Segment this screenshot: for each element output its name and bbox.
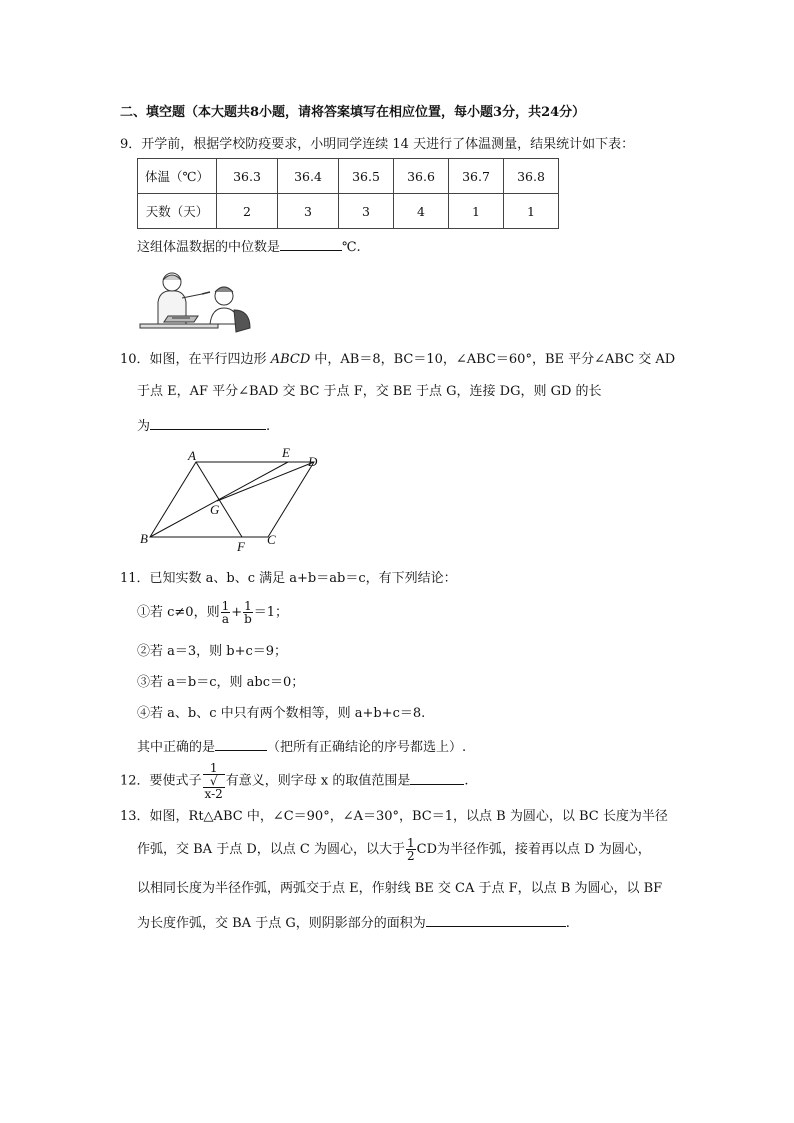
q10-line3: 为 . bbox=[137, 415, 270, 436]
label-b: B bbox=[140, 531, 148, 546]
q10-line2: 于点 E，AF 平分∠BAD 交 BC 于点 F，交 BE 于点 G，连接 DG，则 GD 的长 bbox=[137, 384, 602, 399]
table-cell: 3 bbox=[339, 194, 394, 229]
table-row bbox=[138, 194, 559, 229]
segment-dg bbox=[217, 462, 314, 501]
table-cell: 体温（℃） bbox=[138, 159, 217, 194]
table-cell: 4 bbox=[394, 194, 449, 229]
table-row bbox=[138, 159, 559, 194]
q11-item3: ③若 a＝b＝c，则 abc＝0； bbox=[137, 675, 305, 690]
table-cell: 天数（天） bbox=[138, 194, 217, 229]
label-e: E bbox=[282, 445, 290, 460]
temperature-check-illustration bbox=[138, 266, 254, 340]
q13-line3: 以相同长度为半径作弧，两弧交于点 E，作射线 BE 交 CA 于点 F，以点 B 为圆心，以 BF bbox=[137, 881, 663, 896]
table-cell: 1 bbox=[449, 194, 504, 229]
q9-text: 9．开学前，根据学校防疫要求，小明同学连续 14 天进行了体温测量，结果统计如下表： bbox=[120, 137, 635, 152]
segment-af bbox=[196, 462, 242, 537]
parallelogram-figure bbox=[136, 444, 336, 556]
q11-conclusion: 其中正确的是 （把所有正确结论的序号都选上）. bbox=[137, 736, 466, 757]
label-a: A bbox=[188, 448, 196, 463]
label-g: G bbox=[210, 502, 220, 517]
temperature-table bbox=[137, 158, 559, 229]
parallelogram-abcd bbox=[150, 462, 314, 537]
q11-item4: ④若 a、b、c 中只有两个数相等，则 a+b+c＝8. bbox=[137, 706, 426, 721]
table-cell: 2 bbox=[217, 194, 278, 229]
q9-question: 这组体温数据的中位数是 ℃. bbox=[137, 236, 361, 257]
table-cell: 36.7 bbox=[449, 159, 504, 194]
table-cell: 3 bbox=[278, 194, 339, 229]
table-cell: 36.8 bbox=[504, 159, 559, 194]
table-cell: 36.6 bbox=[394, 159, 449, 194]
section-heading: 二、填空题（本大题共8小题，请将答案填写在相应位置，每小题3分，共24分） bbox=[120, 105, 586, 120]
q12-text: 12．要使式子 1 √ x-2 有意义，则字母 x 的取值范围是 . bbox=[120, 761, 469, 801]
table-cell: 36.4 bbox=[278, 159, 339, 194]
q11-item1: ①若 c≠0，则 $\frac{1}{a}$ + $\frac{1}{b}$ ＝1； bbox=[137, 599, 289, 626]
label-c: C bbox=[267, 532, 276, 547]
q10-line1: 10．如图，在平行四边形 ABCD 中，AB＝8，BC＝10，∠ABC＝60°，BE 平分∠ABC 交 AD bbox=[120, 352, 676, 367]
label-f: F bbox=[237, 539, 245, 554]
q11-intro: 11．已知实数 a、b、c 满足 a+b＝ab＝c，有下列结论： bbox=[120, 571, 457, 586]
q13-line1: 13．如图，Rt△ABC 中，∠C＝90°，∠A＝30°，BC＝1，以点 B 为圆心，以 BC 长度为半径 bbox=[120, 809, 668, 824]
q13-line2: 作弧，交 BA 于点 D，以点 C 为圆心，以大于 $\frac{1}{2}$ CD为半径作弧，接着再以点 D 为圆心， bbox=[137, 836, 651, 863]
q13-line4: 为长度作弧，交 BA 于点 G，则阴影部分的面积为 . bbox=[137, 912, 570, 933]
table-cell: 36.5 bbox=[339, 159, 394, 194]
q11-item2: ②若 a＝3，则 b+c＝9； bbox=[137, 644, 288, 659]
label-d: D bbox=[308, 454, 318, 469]
table-cell: 36.3 bbox=[217, 159, 278, 194]
table-cell: 1 bbox=[504, 194, 559, 229]
